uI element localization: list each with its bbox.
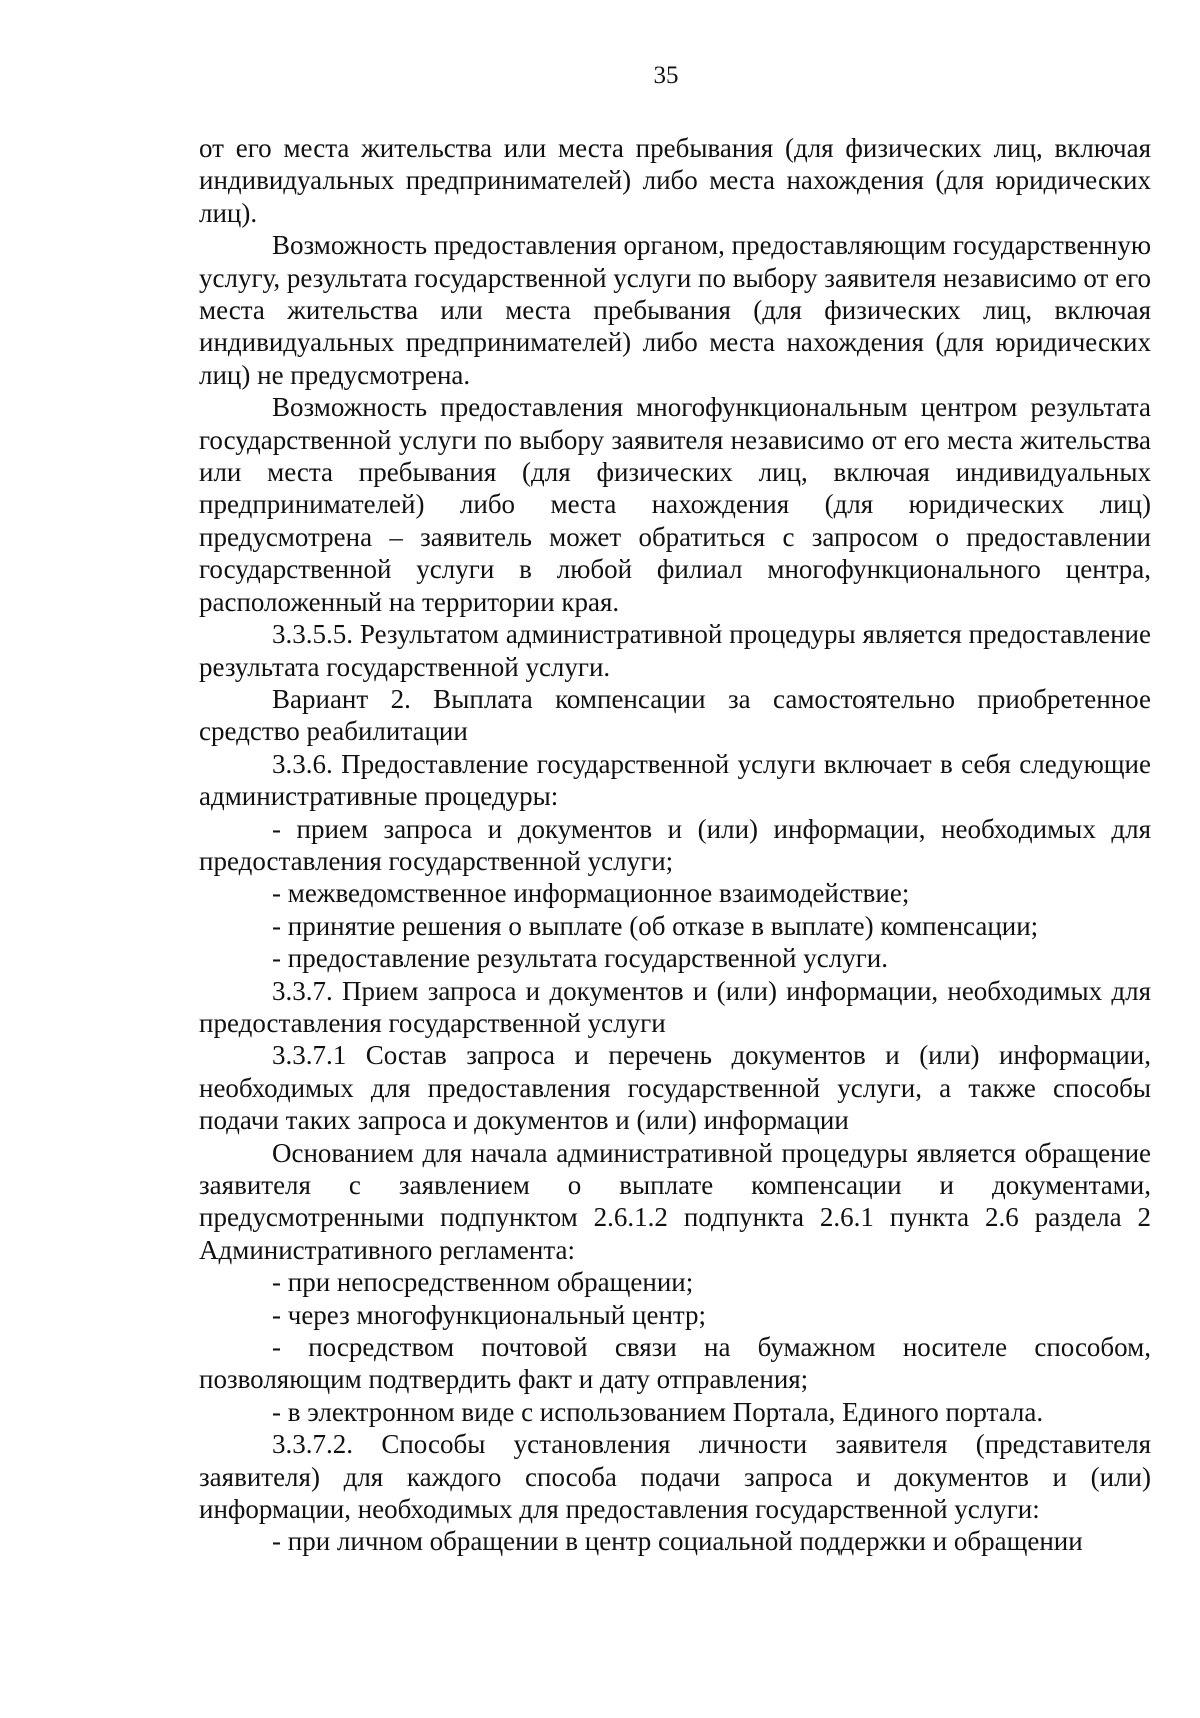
paragraph: Возможность предоставления органом, предоставляющим государственную услугу, результата государственной услуги по выбору заявителя независимо от его места жительства или места пребывания (для физических лиц, включая индивидуальных предпринимателей) либо места нахождения (для юридических лиц) не предусмотрена. — [199, 230, 1151, 390]
subsection-heading: 3.3.7. Прием запроса и документов и (или) информации, необходимых для предоставления государственной услуги — [199, 975, 1151, 1038]
list-item: - предоставление результата государственной услуги. — [272, 943, 888, 974]
section-heading: Вариант 2. Выплата компенсации за самостоятельно приобретенное средство реабилитации — [199, 683, 1151, 747]
subsection-heading: 3.3.7.1 Состав запроса и перечень документов и (или) информации, необходимых для предоставления государственной услуги, а также способы подачи таких запроса и документов и (или) информации — [199, 1040, 1151, 1136]
list-item: - при личном обращении в центр социальной поддержки и обращении — [272, 1526, 1083, 1557]
list-item: - посредством почтовой связи на бумажном носителе способом, позволяющим подтвердить факт и дату отправления; — [199, 1332, 1151, 1395]
list-item: - при непосредственном обращении; — [272, 1267, 694, 1298]
page-number: 35 — [653, 62, 679, 89]
paragraph: от его места жительства или места пребывания (для физических лиц, включая индивидуальных предпринимателей) либо места нахождения (для юридических лиц). — [199, 133, 1151, 228]
list-item: - принятие решения о выплате (об отказе в выплате) компенсации; — [272, 910, 1039, 941]
list-item: - через многофункциональный центр; — [272, 1299, 707, 1330]
list-item: - в электронном виде с использованием Портала, Единого портала. — [272, 1396, 1044, 1427]
document-body — [199, 132, 1151, 1558]
paragraph: Возможность предоставления многофункциональным центром результата государственной услуги по выбору заявителя независимо от его места жительства или места пребывания (для физических лиц, включая индивидуальных предпринимателей) либо места нахождения (для юридических лиц) предусмотрена – заявитель может обратиться с запросом о предоставлении государственной услуги в любой филиал многофункционального центра, расположенный на территории края. — [199, 392, 1151, 617]
list-item: - межведомственное информационное взаимодействие; — [272, 878, 910, 909]
paragraph: 3.3.5.5. Результатом административной процедуры является предоставление результата государственной услуги. — [199, 619, 1151, 682]
paragraph: 3.3.7.2. Способы установления личности заявителя (представителя заявителя) для каждого способа подачи запроса и документов и (или) информации, необходимых для предоставления государственной услуги: — [199, 1429, 1151, 1525]
list-item: - прием запроса и документов и (или) информации, необходимых для предоставления государственной услуги; — [199, 813, 1151, 876]
paragraph: 3.3.6. Предоставление государственной услуги включает в себя следующие административные процедуры: — [199, 748, 1151, 812]
paragraph: Основанием для начала административной процедуры является обращение заявителя с заявлением о выплате компенсации и документами, предусмотренными подпунктом 2.6.1.2 подпункта 2.6.1 пункта 2.6 раздела 2 Административного регламента: — [199, 1137, 1151, 1265]
